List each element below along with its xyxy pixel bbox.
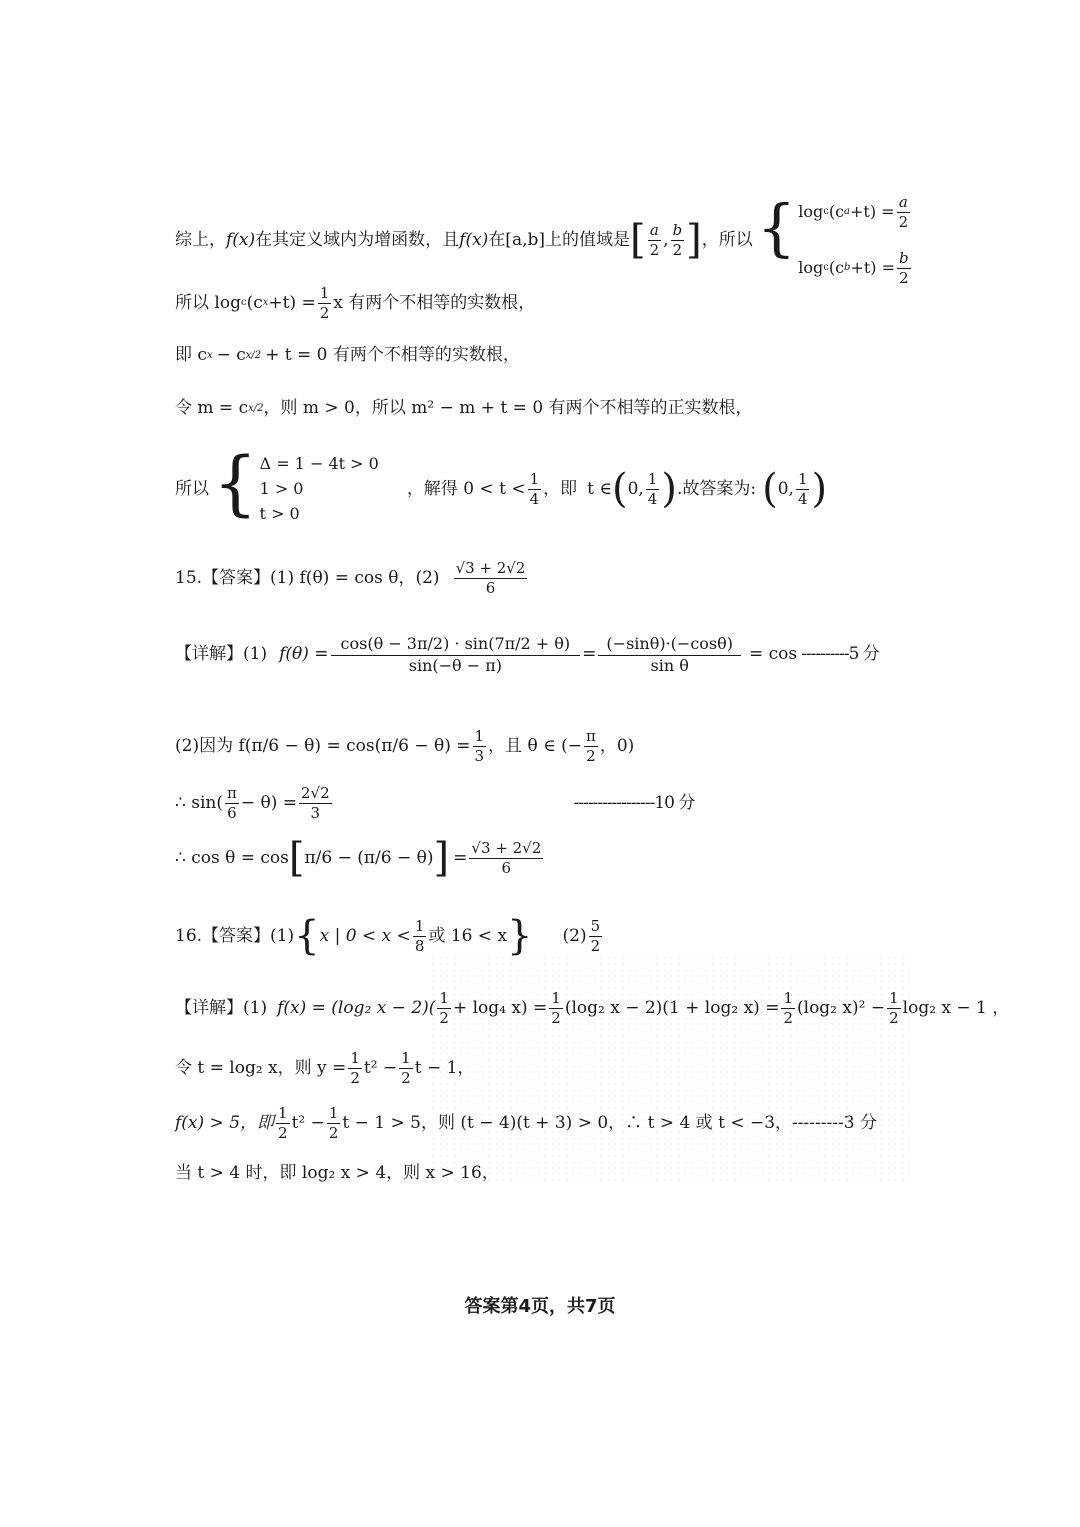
condition-row-3: t > 0 [259,504,300,523]
q16-detail-1: 【详解】(1) f(x) = (log₂ x − 2)( $\frac{1}{2}$ + log₄ x) = $\frac{1}{2}$ (log₂ x − 2)(1 + log₂ x) = $\frac{1}{2}$ (log₂ x)² − $\frac{1}{2}$ log₂ x − 1 ， [175,989,1010,1027]
condition-system: { Δ = 1 − 4t > 0 1 > 0 t > 0 [213,442,379,524]
bracket-right: ] [686,217,702,263]
math-fx: f(x) [226,229,256,250]
condition-row-1: Δ = 1 − 4t > 0 [259,454,379,473]
line-equivalent: 即 c x − c x/2 + t = 0 有两个不相等的实数根， [175,345,520,365]
line-summary: 综上， f(x) 在其定义域内为增函数，且 f(x) 在[a,b]上的值域是 [ $\frac{a}{2}$ , $\frac{b}{2}$ ] ，所以 { log c (c a +t) = $\frac{a}{2}$ log c (c b +t) = $\frac{b}{2}$ [175,200,913,280]
fraction-a-over-2: $\frac{a}{2}$ [649,221,660,259]
q15-detail-1: 【详解】(1) f(θ) = $\frac{\cos(\theta - 3\pi/2) \cdot \sin(7\pi/2 + \theta)}{\sin(-\theta - \pi)}$ = $\frac{(-\sin\theta)\cdot(-\cos\theta)}{\text{sin θ}}$ = cos ----------5 分 [175,634,879,675]
q16-substitution: 令 t = log₂ x，则 y = $\frac{1}{2}$ t² − $\frac{1}{2}$ t − 1， [175,1049,475,1087]
equation-system: { log c (c a +t) = $\frac{a}{2}$ log c (c b +t) = $\frac{b}{2}$ [757,200,913,280]
text: 综上， [175,229,226,250]
q15-sin-line: ∴ sin( $\frac{\pi}{6}$ − θ) = $\frac{2√2}{3}$ -----------------10 分 [175,784,695,822]
text: 在[a,b]上的值域是 [488,229,630,250]
text: 在其定义域内为增函数，且 [255,229,460,250]
q15-detail-2: (2)因为 f(π/6 − θ) = cos(π/6 − θ) = $\frac{1}{3}$ ，且 θ ∈ (− $\frac{\pi}{2}$ ，0) [175,727,635,765]
system-row-2: log c (c b +t) = $\frac{b}{2}$ [798,249,909,287]
system-row-1: log c (c a +t) = $\frac{a}{2}$ [798,193,909,231]
math-fx: f(x) [459,229,489,250]
q15-fraction-2: $\frac{(-\sin\theta)\cdot(-\cos\theta)}{\text{sin θ}}$ [598,635,741,674]
q15-fraction-1: $\frac{\cos(\theta - 3\pi/2) \cdot \sin(7\pi/2 + \theta)}{\sin(-\theta - \pi)}$ [331,635,581,674]
line-substitution: 令 m = c x/2 ，则 m > 0，所以 m² − m + t = 0 有两个不相等的正实数根， [175,398,753,418]
fraction-half: $\frac{1}{2}$ [319,284,330,322]
line-conditions: 所以 { Δ = 1 − 4t > 0 1 > 0 t > 0 ，解得 0 < t < $\frac{1}{4}$ ，即 t ∈ ( 0, $\frac{1}{4}$ ) .故答案为: ( 0, $\frac{1}{4}$ ) [175,442,828,524]
fraction-b-over-2: $\frac{b}{2}$ [672,221,683,259]
text: ，所以 [701,229,753,250]
q15-answer: 15.【答案】(1) f(θ) = cos θ，(2) $\frac{√3 + 2√2}{6}$ [175,559,526,597]
q16-case: 当 t > 4 时，即 log₂ x > 4，则 x > 16， [175,1163,499,1183]
q15-cos-line: ∴ cos θ = cos [ π/6 − (π/6 − θ) ] = $\frac{√3 + 2√2}{6}$ [175,835,542,881]
q15-answer-fraction: $\frac{√3 + 2√2}{6}$ [455,559,526,597]
line-log-equation: 所以 log c (c x +t) = $\frac{1}{2}$ x 有两个不相等的实数根， [175,284,536,322]
bracket-left: [ [630,217,646,263]
q16-answer: 16.【答案】(1) { x | 0 < x < $\frac{1}{8}$ 或 16 < x } (2) $\frac{5}{2}$ [175,913,601,959]
page-footer: 答案第4页，共7页 [464,1296,616,1317]
q16-inequality: f(x) > 5，即 $\frac{1}{2}$ t² − $\frac{1}{2}$ t − 1 > 5，则 (t − 4)(t + 3) > 0，∴ t > 4 或 t < −3，---------3 分 [175,1104,877,1142]
condition-row-2: 1 > 0 [259,479,304,498]
